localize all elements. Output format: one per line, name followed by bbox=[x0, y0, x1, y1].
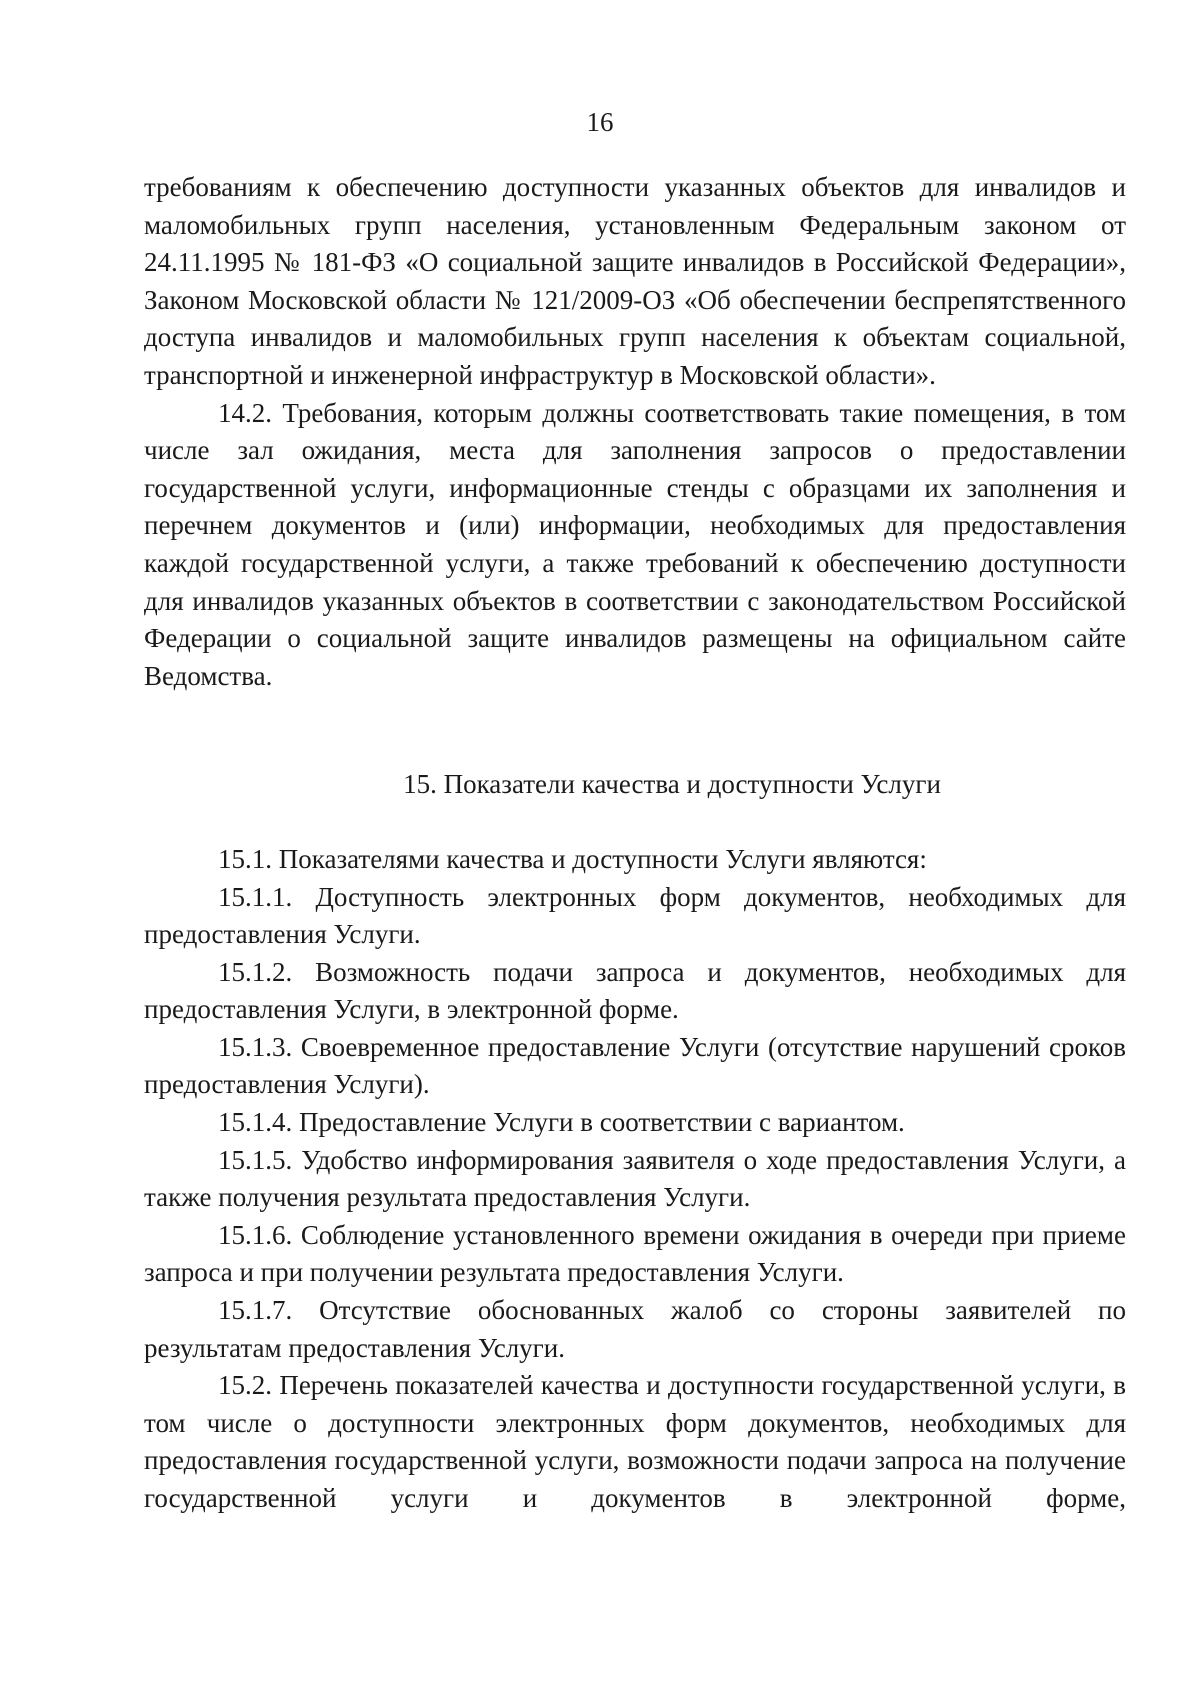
section-heading: 15. Показатели качества и доступности Услуги bbox=[403, 769, 941, 800]
paragraph-15-1-6: 15.1.6. Соблюдение установленного времени ожидания в очереди при приеме запроса и при получении результата предоставления Услуги. bbox=[144, 1219, 1126, 1288]
paragraph-15-1: 15.1. Показателями качества и доступности Услуги являются: bbox=[218, 843, 927, 874]
paragraph-14-2: 14.2. Требования, которым должны соответствовать такие помещения, в том числе зал ожидания, места для заполнения запросов о предоставлении государственной услуги, информационные стенды с образцами их заполнения и перечнем документов и (или) информации, необходимых для предоставления каждой государственной услуги, а также требований к обеспечению доступности для инвалидов указанных объектов в соответствии с законодательством Российской Федерации о социальной защите инвалидов размещены на официальном сайте Ведомства. bbox=[144, 397, 1126, 691]
paragraph-continuation: требованиям к обеспечению доступности указанных объектов для инвалидов и маломобильных групп населения, установленным Федеральным законом от 24.11.1995 № 181-ФЗ «О социальной защите инвалидов в Российской Федерации», Законом Московской области № 121/2009-ОЗ «Об обеспечении беспрепятственного доступа инвалидов и маломобильных групп населения к объектам социальной, транспортной и инженерной инфраструктур в Московской области». bbox=[144, 172, 1126, 390]
paragraph-15-1-4: 15.1.4. Предоставление Услуги в соответствии с вариантом. bbox=[218, 1107, 905, 1138]
paragraph-15-1-5: 15.1.5. Удобство информирования заявителя о ходе предоставления Услуги, а также получения результата предоставления Услуги. bbox=[144, 1144, 1126, 1213]
paragraph-15-1-3: 15.1.3. Своевременное предоставление Услуги (отсутствие нарушений сроков предоставления Услуги). bbox=[144, 1031, 1126, 1100]
document-body bbox=[144, 169, 1126, 1518]
page-number: 16 bbox=[586, 107, 614, 137]
paragraph-15-2: 15.2. Перечень показателей качества и доступности государственной услуги, в том числе о доступности электронных форм документов, необходимых для предоставления государственной услуги, возможности подачи запроса на получение государственной услуги и документов в электронной форме, bbox=[144, 1370, 1126, 1513]
paragraph-15-1-1: 15.1.1. Доступность электронных форм документов, необходимых для предоставления Услуги. bbox=[144, 881, 1126, 950]
paragraph-15-1-2: 15.1.2. Возможность подачи запроса и документов, необходимых для предоставления Услуги, в электронной форме. bbox=[144, 956, 1126, 1025]
paragraph-15-1-7: 15.1.7. Отсутствие обоснованных жалоб со стороны заявителей по результатам предоставления Услуги. bbox=[144, 1295, 1126, 1363]
